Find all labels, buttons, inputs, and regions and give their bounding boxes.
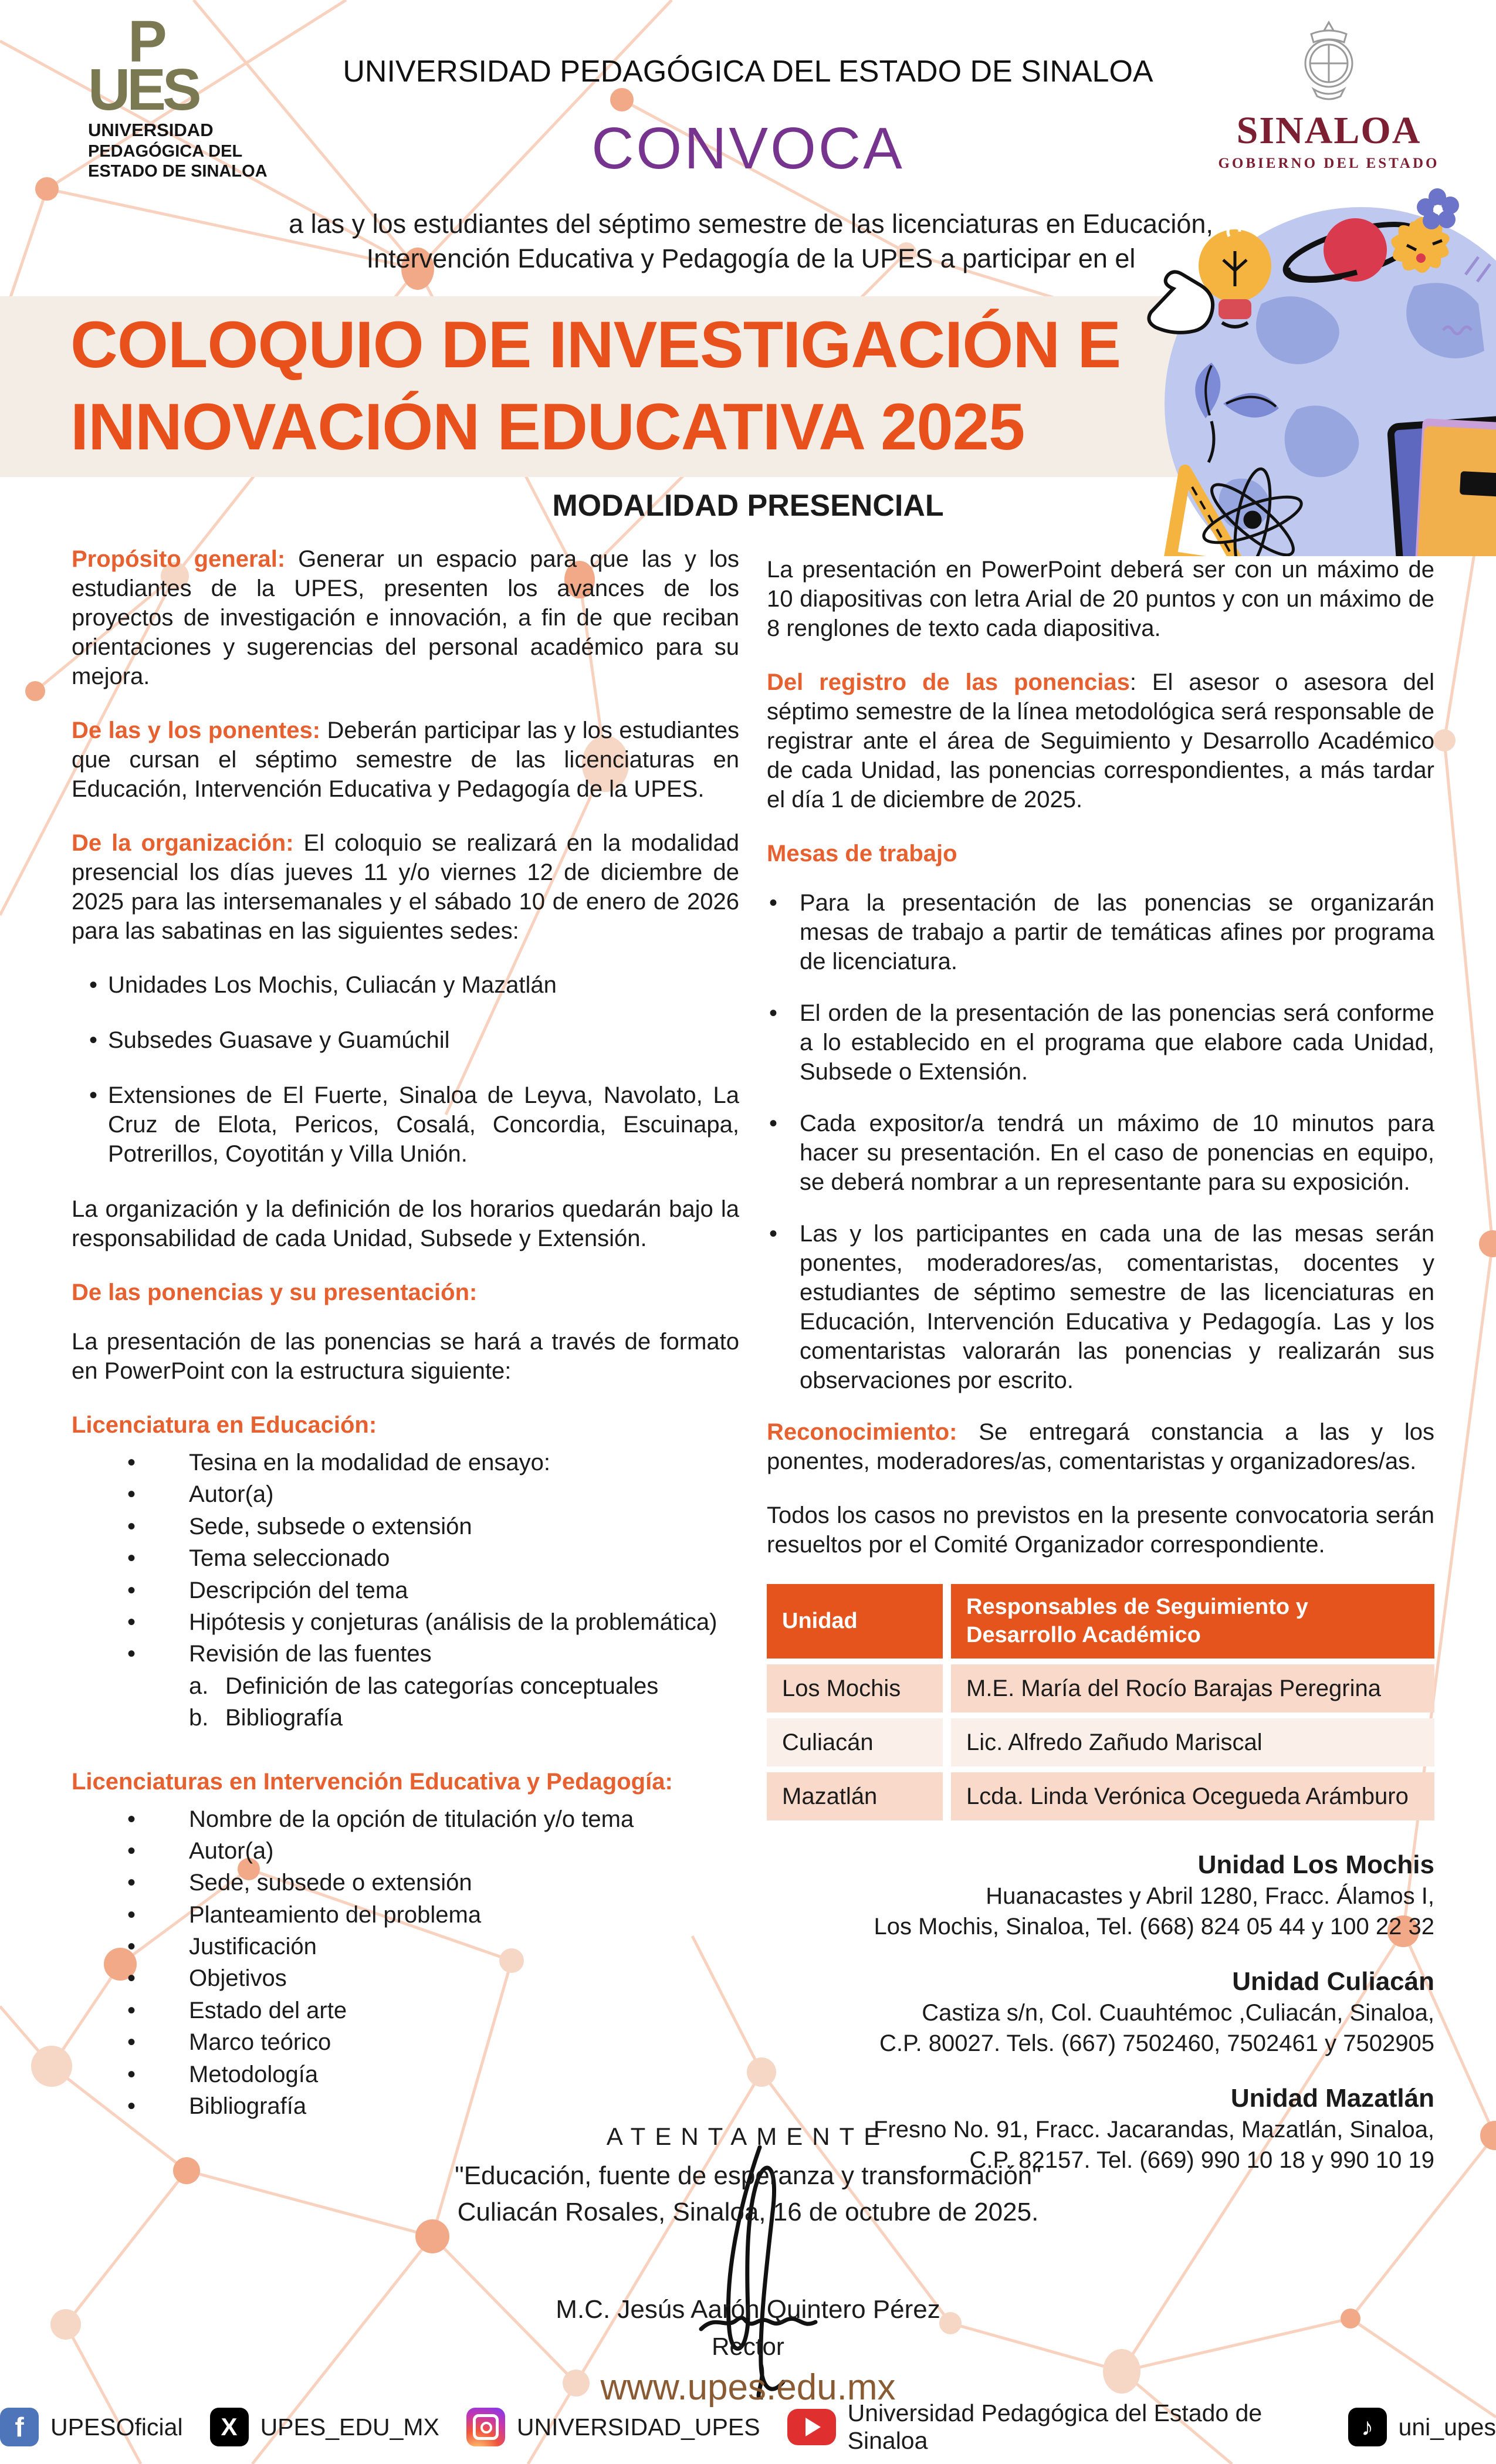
list-item: • Revisión de las fuentes [72, 1638, 739, 1670]
closing-date: Culiacán Rosales, Sinaloa, 16 de octubre de 2025. [457, 2198, 1039, 2226]
social-x[interactable] [210, 2408, 439, 2446]
x-icon: X [210, 2408, 249, 2446]
upes-logo-line2: PEDAGÓGICA DEL [88, 141, 243, 161]
list-item: • Sede, subsede o extensión [72, 1867, 739, 1898]
sub-item-marker: b. [189, 1705, 209, 1731]
educacion-heading: Licenciatura en Educación: [72, 1412, 377, 1438]
convoca-heading: CONVOCA [591, 116, 905, 181]
ponentes-text: Deberán participar las y los estudiantes que cursan el séptimo semestre de las licenciaturas en Educación, Intervención Educativa y Pedagogía de la UPES. [72, 717, 739, 802]
right-column [767, 555, 1434, 2199]
youtube-icon [787, 2409, 836, 2445]
horarios-paragraph: La organización y la definición de los horarios quedarán bajo la responsabilidad de cada Unidad, Subsede y Extensión. [72, 1196, 739, 1251]
social-label: uni_upes [1398, 2413, 1496, 2441]
unit-address: Los Mochis, Sinaloa, Tel. (668) 824 05 44 y 100 22 32 [874, 1914, 1434, 1940]
table-header-responsables: Responsables de Seguimiento y Desarrollo Académico [951, 1584, 1434, 1659]
ponentes-label: De las y los ponentes: [72, 717, 321, 743]
ponencias-text: La presentación de las ponencias se hará a través de formato en PowerPoint con la estructura siguiente: [72, 1329, 739, 1384]
list-item: • Objetivos [72, 1962, 739, 1994]
social-label: UNIVERSIDAD_UPES [516, 2413, 760, 2441]
list-item: • Autor(a) [72, 1835, 739, 1867]
list-item: • Nombre de la opción de titulación y/o tema [72, 1803, 739, 1835]
list-item: • Sede, subsede o extensión [72, 1511, 739, 1542]
mesas-list [767, 888, 1434, 1395]
intervencion-list [72, 1803, 739, 2123]
sub-item-text: Definición de las categorías conceptuales [225, 1673, 659, 1699]
event-title-line1: COLOQUIO DE INVESTIGACIÓN E [70, 308, 1121, 381]
list-item: • Planteamiento del problema [72, 1899, 739, 1931]
upes-monogram-ues: UES [88, 57, 198, 123]
intro-text: a las y los estudiantes del séptimo semestre de las licenciaturas en Educación, Intervención Educativa y Pedagogía de la UPES a participar en el [289, 209, 1213, 274]
closing-block [0, 2123, 1496, 2408]
table-cell: M.E. María del Rocío Barajas Peregrina [951, 1664, 1434, 1712]
sinaloa-crest-icon [1288, 18, 1370, 106]
social-bar [0, 2399, 1496, 2455]
list-item: • Marco teórico [72, 2026, 739, 2058]
reconocimiento-label: Reconocimiento: [767, 1419, 957, 1445]
modality-label: MODALIDAD PRESENCIAL [552, 489, 944, 523]
list-item: • Descripción del tema [72, 1575, 739, 1606]
website-link[interactable]: www.upes.edu.mx [600, 2367, 896, 2408]
sub-item-text: Bibliografía [225, 1705, 343, 1731]
list-item: • Hipótesis y conjeturas (análisis de la problemática) [72, 1606, 739, 1638]
unit-culiacan [767, 1965, 1434, 2059]
list-item: • Tesina en la modalidad de ensayo: [72, 1447, 739, 1478]
table-cell: Los Mochis [767, 1664, 943, 1712]
unit-los-mochis [767, 1849, 1434, 1942]
organizacion-label: De la organización: [72, 830, 294, 856]
social-instagram[interactable] [466, 2408, 760, 2446]
proposito-text: Generar un espacio para que las y los estudiantes de la UPES, presenten los avances de los proyectos de investigación e innovación, a fin de que reciban orientaciones y sugerencias del personal académico para su mejora. [72, 546, 739, 689]
proposito-paragraph [72, 544, 739, 691]
responsables-table [767, 1584, 1434, 1820]
organizacion-paragraph [72, 828, 739, 946]
mesas-item: • Las y los participantes en cada una de las mesas serán ponentes, moderadores/as, comentaristas, docentes y estudiantes de séptimo semestre de las licenciaturas en Educación, Intervención Educativa y Pedagogía. Las y los comentaristas valorarán las ponencias y realizarán sus observaciones por escrito. [767, 1219, 1434, 1395]
unit-address: C.P. 82157. Tel. (669) 990 10 18 y 990 10 19 [969, 2147, 1434, 2173]
instagram-icon [466, 2408, 505, 2446]
sede-item: • Subsedes Guasave y Guamúchil [72, 1025, 739, 1055]
list-item: • Metodología [72, 2059, 739, 2090]
table-cell: Lcda. Linda Verónica Ocegueda Arámburo [951, 1772, 1434, 1820]
registro-text: : El asesor o asesora del séptimo semestre de la línea metodológica será responsable de registrar ante el área de Seguimiento y Desarrollo Académico de cada Unidad, las ponencias correspondientes, a más tardar el día 1 de diciembre de 2025. [767, 669, 1435, 813]
list-item: • Tema seleccionado [72, 1542, 739, 1574]
sinaloa-subtitle: GOBIERNO DEL ESTADO [1218, 155, 1440, 171]
upes-monogram-p: P [128, 9, 167, 75]
sede-item: • Unidades Los Mochis, Culiacán y Mazatlán [72, 970, 739, 1000]
sub-item-marker: a. [189, 1673, 209, 1699]
educacion-list [72, 1447, 739, 1734]
facebook-icon: f [0, 2408, 39, 2446]
social-tiktok[interactable] [1348, 2408, 1496, 2446]
flower [1417, 188, 1459, 229]
unit-address: C.P. 80027. Tels. (667) 7502460, 7502461 y 7502905 [879, 2030, 1434, 2056]
list-item: • Estado del arte [72, 1995, 739, 2026]
mesas-item: • Para la presentación de las ponencias se organizarán mesas de trabajo a partir de temáticas afines por programa de licenciatura. [767, 888, 1434, 976]
table-cell: Lic. Alfredo Zañudo Mariscal [951, 1718, 1434, 1766]
event-title-line2: INNOVACIÓN EDUCATIVA 2025 [70, 390, 1025, 463]
atentamente: ATENTAMENTE [606, 2123, 890, 2150]
upes-logo-line3: ESTADO DE SINALOA [88, 161, 268, 181]
casos-paragraph: Todos los casos no previstos en la presente convocatoria serán resueltos por el Comité Organizador correspondiente. [767, 1502, 1434, 1558]
tiktok-icon: ♪ [1348, 2408, 1387, 2446]
sinaloa-wordmark: SINALOA [1236, 109, 1421, 152]
sub-list-item [72, 1670, 739, 1702]
proposito-label: Propósito general: [72, 546, 286, 572]
unit-name: Unidad Mazatlán [1230, 2084, 1434, 2113]
table-cell: Culiacán [767, 1718, 943, 1766]
reconocimiento-paragraph [767, 1417, 1434, 1476]
left-column [72, 544, 739, 2148]
ponentes-paragraph [72, 716, 739, 804]
registro-label: Del registro de las ponencias [767, 669, 1130, 695]
mesas-item: • Cada expositor/a tendrá un máximo de 10 minutos para hacer su presentación. En el caso de ponencias en equipo, se deberá nombrar a un representante para su exposición. [767, 1109, 1434, 1197]
education-illustration [1085, 151, 1496, 556]
ponencias-heading: De las ponencias y su presentación: [72, 1280, 478, 1305]
social-youtube[interactable] [787, 2399, 1321, 2455]
table-cell: Mazatlán [767, 1772, 943, 1820]
books [1390, 418, 1496, 556]
unit-name: Unidad Culiacán [1232, 1967, 1434, 1996]
rector-name: M.C. Jesús Aarón Quintero Pérez [556, 2295, 940, 2324]
university-name: UNIVERSIDAD PEDAGÓGICA DEL ESTADO DE SINALOA [343, 55, 1153, 89]
mesas-heading: Mesas de trabajo [767, 841, 957, 867]
intervencion-heading: Licenciaturas en Intervención Educativa y Pedagogía: [72, 1768, 673, 1795]
unit-address: Fresno No. 91, Fracc. Jacarandas, Mazatlán, Sinaloa, [873, 2117, 1434, 2143]
organizacion-text: El coloquio se realizará en la modalidad presencial los días jueves 11 y/o viernes 12 de diciembre de 2025 para las intersemanales y el sábado 10 de enero de 2026 para las sabatinas en las siguientes sedes: [72, 830, 739, 944]
upes-logo [88, 9, 299, 181]
rector-role: Rector [712, 2333, 784, 2360]
list-item: • Bibliografía [72, 2090, 739, 2122]
registro-paragraph [767, 668, 1434, 814]
social-label: UPESOficial [50, 2413, 183, 2441]
unit-address: Castiza s/n, Col. Cuauhtémoc ,Culiacán, Sinaloa, [922, 2000, 1434, 2026]
powerpoint-paragraph: La presentación en PowerPoint deberá ser con un máximo de 10 diapositivas con letra Arial de 20 puntos y con un máximo de 8 renglones de texto cada diapositiva. [767, 557, 1434, 641]
upes-logo-line1: UNIVERSIDAD [88, 120, 214, 140]
sub-list-item [72, 1702, 739, 1734]
sinaloa-logo [1217, 18, 1440, 172]
social-label: UPES_EDU_MX [260, 2413, 439, 2441]
event-title [70, 304, 1126, 468]
motto-quote: "Educación, fuente de esperanza y transformación" [455, 2161, 1041, 2190]
unit-name: Unidad Los Mochis [1197, 1850, 1434, 1879]
sede-item: • Extensiones de El Fuerte, Sinaloa de Leyva, Navolato, La Cruz de Elota, Pericos, Cosalá, Concordia, Escuinapa, Potrerillos, Coyotitán y Villa Unión. [72, 1081, 739, 1169]
social-label: Universidad Pedagógica del Estado de Sinaloa [847, 2399, 1263, 2454]
list-item: • Autor(a) [72, 1478, 739, 1510]
reconocimiento-text: Se entregará constancia a las y los ponentes, moderadores/as, comentaristas y organizadores/as. [767, 1419, 1434, 1474]
table-header-unidad: Unidad [767, 1584, 943, 1659]
social-facebook[interactable] [0, 2408, 183, 2446]
unit-address: Huanacastes y Abril 1280, Fracc. Álamos I, [986, 1883, 1434, 1909]
mesas-item: • El orden de la presentación de las ponencias será conforme a lo establecido en el programa que elabore cada Unidad, Subsede o Extensión. [767, 999, 1434, 1087]
upes-monogram [88, 9, 299, 123]
list-item: • Justificación [72, 1931, 739, 1962]
